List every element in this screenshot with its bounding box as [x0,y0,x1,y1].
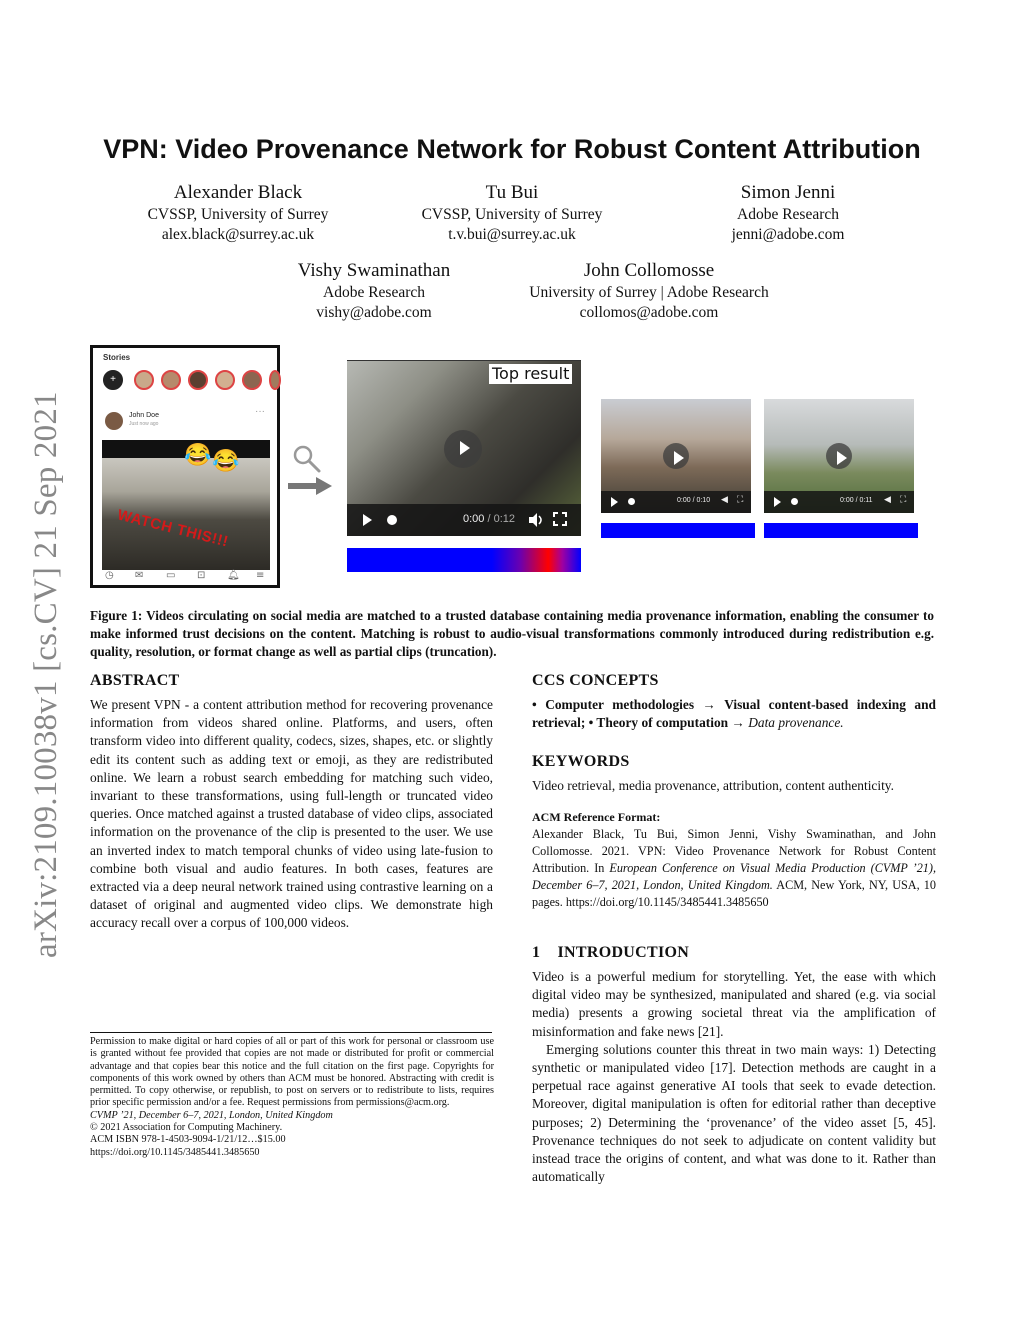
author-affiliation: University of Surrey | Adobe Research [529,284,769,301]
author-email: alex.black@surrey.ac.uk [161,226,315,243]
story-avatar[interactable] [134,370,154,390]
play-button[interactable] [611,497,618,507]
player-controls [601,491,751,513]
bell-icon[interactable]: 🔔︎ [227,570,240,581]
copyright-line: © 2021 Association for Computing Machinery. [90,1122,283,1134]
player-controls [347,504,581,536]
acm-reference-heading: ACM Reference Format: [532,810,661,824]
search-icon [292,444,322,474]
author-block [128,181,348,245]
paper-title: VPN: Video Provenance Network for Robust Content Attribution [103,134,921,164]
author-block [504,259,794,323]
overlay-text: WATCH THIS!!! [115,506,231,551]
acm-reference-venue: European Conference on Visual Media Production (CVMP ’21), December 6–7, 2021, London, United Kingdom. [532,861,936,892]
story-avatar[interactable] [161,370,181,390]
top-result-video-player[interactable] [347,360,581,536]
fullscreen-icon[interactable]: ⛶ [737,495,744,505]
story-avatar[interactable] [269,370,281,390]
arrow-right-icon [288,477,332,495]
ccs-concept: • Computer methodologies → Visual content-based indexing and retrieval; [532,697,936,731]
author-name: John Collomosse [583,260,715,281]
play-overlay-button[interactable] [663,443,689,469]
video-icon[interactable]: ▭ [166,570,176,581]
abstract-text: We present VPN - a content attribution method for recovering provenance information from videos shared online. Platforms, and users, often transform video into different quality, codecs, sizes, shapes, etc. or slightly edit its content such as adding text or emoji, as they are redistributed online. We learn a robust search embedding for matching such video, invariant to these transformations, using full-length or truncated video queries. Once matched against a trusted database of video clips, associated information on the provenance of the clip is presented to the user. We use an inverted index to match temporal chunks of video using late-fusion to combine both visual and audio features. In both cases, features are extracted via a deep neural network trained using contrastive learning on a dataset of original and augmented video clips. We demonstrate high accuracy recall over a corpus of 100,000 videos. [90,697,493,931]
author-affiliation: Adobe Research [323,284,425,301]
author-block [678,181,898,245]
seek-slider[interactable] [628,498,635,505]
time-separator: / [487,513,491,525]
keywords-text: Video retrieval, media provenance, attribution, content authenticity. [532,778,894,793]
post-timestamp: Just now ago [129,421,159,427]
add-story-button[interactable]: + [103,370,123,390]
fullscreen-icon[interactable]: ⛶ [900,495,907,505]
introduction-heading: 1 INTRODUCTION [532,944,690,961]
time-display: 0:00 / 0:10 [677,497,711,504]
result-video-player[interactable] [764,399,914,513]
paragraph: Emerging solutions counter this threat in two main ways: 1) Detecting synthetic or manipulated video [17]. Detection methods are caught in a perpetual race against generative AI tools that seek to evade detection. Moreover, digital manipulation is often for editorial rather than deceptive purposes; 2) Determining the ‘provenance’ of the video asset [5, 45]. Provenance techniques do not seek to adjudicate on content validity but instead trace the origins of content, and what was done to it. Rather than automatically [532,1041,936,1185]
laughing-emoji-icon: 😂 [184,442,212,467]
time-display: 0:00 / 0:11 [840,497,873,504]
ccs-concept-detail: Data provenance. [748,715,844,731]
author-block [264,259,484,323]
laughing-emoji-icon: 😂 [212,448,240,473]
isbn-line: ACM ISBN 978-1-4503-9094-1/21/12…$15.00 [90,1134,286,1146]
social-media-phone-mockup [90,345,280,588]
arxiv-identifier: arXiv:2109.10038v1 [cs.CV] 21 Sep 2021 [28,391,64,958]
volume-icon[interactable]: ◀ [721,495,728,505]
seek-slider[interactable] [791,498,798,505]
author-affiliation: CVSSP, University of Surrey [421,206,603,223]
author-name: Tu Bui [485,182,539,203]
author-affiliation: CVSSP, University of Surrey [147,206,329,223]
story-avatar[interactable] [188,370,208,390]
bag-icon[interactable]: ⊡ [197,570,206,581]
acm-reference-part: ACM, New York, NY, USA, 10 pages. https://doi.org/10.1145/3485441.3485650 [532,878,936,909]
divider [347,360,581,361]
permission-notice: Permission to make digital or hard copies of all or part of this work for personal or classroom use is granted without fee provided that copies are not made or distributed for profit or commercial advantage and that copies bear this notice and the full citation on the first page. Copyrights for components of this work owned by others than ACM must be honored. Abstracting with credit is permitted. To copy otherwise, or republish, to post on servers or to redistribute to lists, requires prior specific permission and/or a fee. Request permissions from permissions@acm.org. [90,1036,494,1109]
author-email: collomos@adobe.com [579,304,719,321]
time-current: 0:00 [463,513,485,525]
match-heatmap-bar [764,523,918,538]
post-author-name[interactable]: John Doe [129,412,159,419]
play-button[interactable] [363,514,372,526]
author-name: Vishy Swaminathan [297,260,451,281]
volume-icon[interactable] [528,512,544,528]
match-heatmap-bar [601,523,755,538]
time-total: 0:12 [493,513,516,525]
clock-icon[interactable]: ◷ [105,570,114,581]
footnote-divider [90,1032,492,1033]
introduction-text [532,968,936,1186]
author-email: jenni@adobe.com [731,226,845,243]
keywords-heading: KEYWORDS [532,753,630,770]
more-options-icon[interactable]: ··· [255,406,265,417]
author-name: Alexander Black [173,182,303,203]
mail-icon[interactable]: ✉ [135,570,144,581]
acm-reference-part: Alexander Black, Tu Bui, Simon Jenni, Vishy Swaminathan, and John Collomosse. 2021. VPN: Video Provenance Network for Robust Content Attribution. In [532,827,936,875]
paragraph: Video is a powerful medium for storytelling. Yet, the ease with which digital video may be synthesized, manipulated and shared (e.g. via social media) presents a growing societal threat via the amplification of misinformation and fake news [21]. [532,969,936,1039]
copyright-footnote [90,1036,494,1159]
match-heatmap-bar [347,548,581,572]
author-name: Simon Jenni [740,182,836,203]
post-video[interactable] [102,440,270,570]
story-avatar[interactable] [215,370,235,390]
play-overlay-button[interactable] [444,430,482,468]
menu-icon[interactable]: ≡ [256,570,265,581]
fullscreen-icon[interactable] [553,512,567,526]
author-email: t.v.bui@surrey.ac.uk [448,226,576,243]
play-button[interactable] [774,497,781,507]
ccs-concept: • Theory of computation → [588,715,745,731]
figure-caption: Figure 1: Videos circulating on social media are matched to a trusted database containing media provenance information, enabling the consumer to make informed trust decisions on the content. Matching is robust to audio-visual transformations commonly introduced during redistribution e.g. quality, resolution, or format change as well as partial clips (truncation). [90,608,934,659]
volume-icon[interactable]: ◀ [884,495,891,505]
acm-reference-text [532,826,936,911]
ccs-heading: CCS CONCEPTS [532,672,659,689]
abstract-heading: ABSTRACT [90,672,180,689]
player-controls [764,491,914,513]
time-display [463,513,515,525]
author-email: vishy@adobe.com [316,304,432,321]
play-overlay-button[interactable] [826,443,852,469]
story-avatar[interactable] [242,370,262,390]
stories-label: Stories [103,353,131,362]
avatar[interactable] [105,412,123,430]
conference-line: CVMP ’21, December 6–7, 2021, London, United Kingdom [90,1109,333,1121]
result-video-player[interactable] [601,399,751,513]
ccs-text [532,696,936,732]
author-affiliation: Adobe Research [737,206,839,223]
author-block [402,181,622,245]
top-result-label: Top result [489,364,572,384]
seek-slider[interactable] [387,515,397,525]
doi-link[interactable]: https://doi.org/10.1145/3485441.3485650 [90,1146,260,1158]
